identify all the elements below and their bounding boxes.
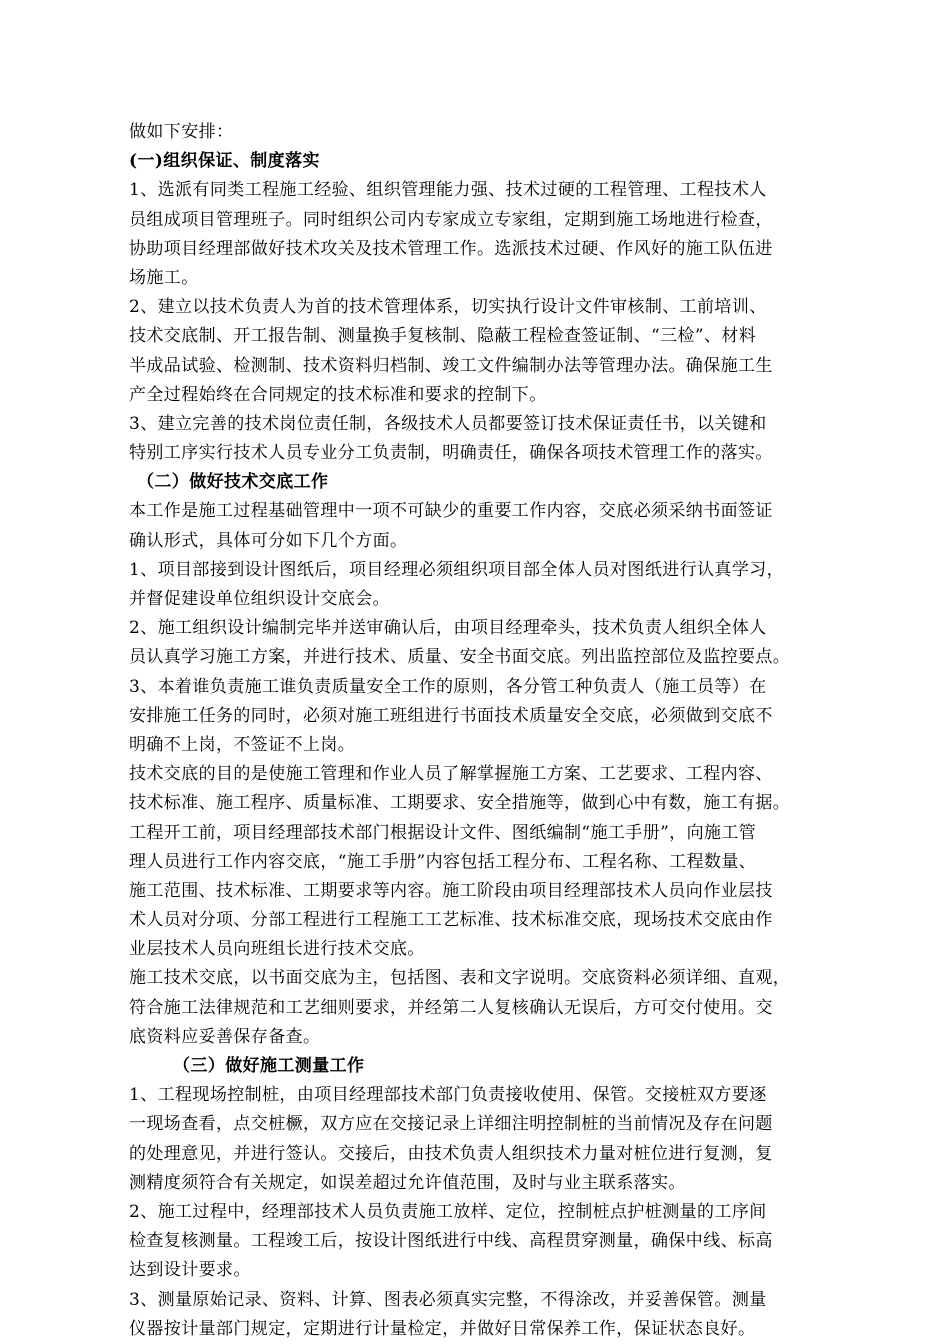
text-line: 3、测量原始记录、资料、计算、图表必须真实完整，不得涂改，并妥善保管。测量 xyxy=(129,1289,767,1310)
text-line: 2、施工组织设计编制完毕并送审确认后，由项目经理牵头，技术负责人组织全体人 xyxy=(129,618,767,639)
text-line: 3、本着谁负责施工谁负责质量安全工作的原则，各分管工种负责人（施工员等）在 xyxy=(129,676,767,697)
text-line: 2、施工过程中，经理部技术人员负责施工放样、定位，控制桩点护桩测量的工序间 xyxy=(129,1201,767,1222)
text-line: 1、项目部接到设计图纸后，项目经理必须组织项目部全体人员对图纸进行认真学习， xyxy=(129,559,785,580)
text-line: 术人员对分项、分部工程进行工程施工工艺标准、技术标准交底，现场技术交底由作 xyxy=(129,910,773,931)
text-line: 技术交底的目的是使施工管理和作业人员了解掌握施工方案、工艺要求、工程内容、 xyxy=(129,764,773,785)
text-line: 员认真学习施工方案，并进行技术、质量、安全书面交底。列出监控部位及监控要点。 xyxy=(129,647,791,668)
text-line: 做如下安排： xyxy=(129,122,234,142)
text-line: 一现场查看，点交桩橛，双方应在交接记录上详细注明控制桩的当前情况及存在问题 xyxy=(129,1114,773,1135)
section-heading-2: （二）做好技术交底工作 xyxy=(137,472,329,493)
text-line: 1、工程现场控制桩，由项目经理部技术部门负责接收使用、保管。交接桩双方要逐 xyxy=(129,1085,767,1106)
text-line: 检查复核测量。工程竣工后，按设计图纸进行中线、高程贯穿测量，确保中线、标高 xyxy=(129,1231,773,1252)
section-heading-1: (一)组织保证、制度落实 xyxy=(129,151,320,172)
text-line: 理人员进行工作内容交底，“施工手册”内容包括工程分布、工程名称、工程数量、 xyxy=(129,851,757,872)
text-line: 安排施工任务的同时，必须对施工班组进行书面技术质量安全交底，必须做到交底不 xyxy=(129,705,773,726)
text-line: 确认形式，具体可分如下几个方面。 xyxy=(129,530,408,551)
text-line: 工程开工前，项目经理部技术部门根据设计文件、图纸编制“施工手册”，向施工管 xyxy=(129,822,757,843)
text-line: 符合施工法律规范和工艺细则要求，并经第二人复核确认无误后，方可交付使用。交 xyxy=(129,997,773,1018)
text-line: 半成品试验、检测制、技术资料归档制、竣工文件编制办法等管理办法。确保施工生 xyxy=(129,355,773,376)
text-line: 业层技术人员向班组长进行技术交底。 xyxy=(129,939,425,960)
text-line: 2、建立以技术负责人为首的技术管理体系，切实执行设计文件审核制、工前培训、 xyxy=(129,297,767,318)
text-line: 施工范围、技术标准、工期要求等内容。施工阶段由项目经理部技术人员向作业层技 xyxy=(129,880,773,901)
text-line: 协助项目经理部做好技术攻关及技术管理工作。选派技术过硬、作风好的施工队伍进 xyxy=(129,238,773,259)
text-line: 本工作是施工过程基础管理中一项不可缺少的重要工作内容，交底必须采纳书面签证 xyxy=(129,501,773,522)
text-line: 施工技术交底，以书面交底为主，包括图、表和文字说明。交底资料必须详细、直观， xyxy=(129,968,791,989)
text-line: 员组成项目管理班子。同时组织公司内专家成立专家组，定期到施工场地进行检查， xyxy=(129,209,773,230)
text-line: 的处理意见，并进行签认。交接后，由技术负责人组织技术力量对桩位进行复测，复 xyxy=(129,1143,773,1164)
text-line: 3、建立完善的技术岗位责任制，各级技术人员都要签订技术保证责任书，以关键和 xyxy=(129,413,767,434)
text-line: 底资料应妥善保存备查。 xyxy=(129,1026,321,1047)
text-line: 测精度须符合有关规定，如误差超过允许值范围，及时与业主联系落实。 xyxy=(129,1172,686,1193)
text-line: 特别工序实行技术人员专业分工负责制，明确责任，确保各项技术管理工作的落实。 xyxy=(129,443,773,464)
text-line: 并督促建设单位组织设计交底会。 xyxy=(129,589,390,609)
text-line: 场施工。 xyxy=(129,267,199,288)
text-line: 1、选派有同类工程施工经验、组织管理能力强、技术过硬的工程管理、工程技术人 xyxy=(129,180,767,201)
section-heading-3: （三）做好施工测量工作 xyxy=(173,1056,365,1076)
text-line: 产全过程始终在合同规定的技术标准和要求的控制下。 xyxy=(129,384,547,405)
text-line: 明确不上岗，不签证不上岗。 xyxy=(129,734,356,755)
text-line: 仪器按计量部门规定，定期进行计量检定，并做好日常保养工作，保证状态良好。 xyxy=(129,1318,756,1339)
text-line: 技术标准、施工程序、质量标准、工期要求、安全措施等，做到心中有数，施工有据。 xyxy=(129,793,791,814)
text-line: 达到设计要求。 xyxy=(129,1260,251,1281)
text-line: 技术交底制、开工报告制、测量换手复核制、隐蔽工程检查签证制、“三检”、材料 xyxy=(129,326,757,347)
